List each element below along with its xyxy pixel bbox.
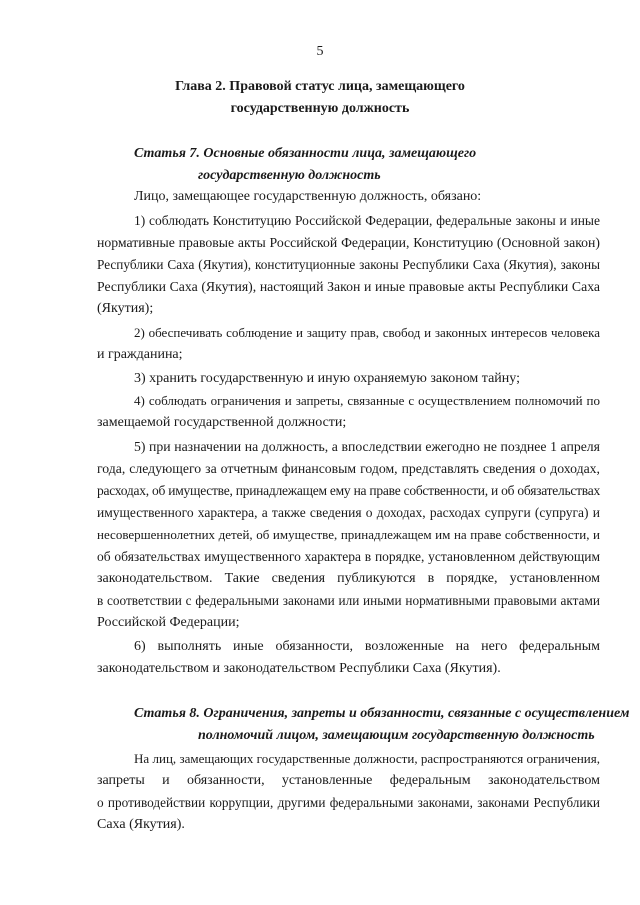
article-7-item-3: 3) хранить государственную и иную охраняемую законом тайну;	[134, 371, 520, 386]
page-number: 5	[316, 44, 324, 59]
article-8-title-line-2: полномочий лицом, замещающим государственную должность	[198, 728, 595, 743]
article-8-line-4: Саха (Якутия).	[97, 817, 185, 832]
article-7-item-1-line-4: Республики Саха (Якутия), настоящий Закон и иные правовые акты Республики Саха	[97, 279, 600, 294]
article-7-item-4-line-2: замещаемой государственной должности;	[97, 415, 347, 430]
article-7-item-5-line-8: в соответствии с федеральными законами или иными нормативными правовыми актами	[97, 593, 600, 608]
article-7-item-1-line-1: 1) соблюдать Конституцию Российской Федерации, федеральные законы и иные	[134, 213, 600, 228]
article-7-title-line-1: Статья 7. Основные обязанности лица, замещающего	[134, 146, 477, 161]
article-7-item-6-line-2: законодательством и законодательством Республики Саха (Якутия).	[97, 661, 501, 676]
article-7-item-1-line-5: (Якутия);	[97, 301, 154, 316]
article-7-item-5-line-3: расходах, об имуществе, принадлежащем ему на праве собственности, и об обязательствах	[97, 483, 600, 498]
article-8-title-line-1: Статья 8. Ограничения, запреты и обязанности, связанные с осуществлением	[134, 706, 630, 721]
article-8-line-1: На лиц, замещающих государственные должности, распространяются ограничения,	[134, 751, 600, 766]
article-7-item-5-line-9: Российской Федерации;	[97, 615, 240, 630]
chapter-title-line-1: Глава 2. Правовой статус лица, замещающего	[175, 79, 465, 94]
article-8-line-3: о противодействии коррупции, другими федеральными законами, законами Республики	[97, 795, 600, 810]
article-7-intro: Лицо, замещающее государственную должность, обязано:	[134, 189, 482, 204]
article-8-line-2: запреты и обязанности, установленные федеральным законодательством	[97, 773, 600, 788]
article-7-item-4-line-1: 4) соблюдать ограничения и запреты, связанные с осуществлением полномочий по	[134, 393, 600, 408]
article-7-item-6-line-1: 6) выполнять иные обязанности, возложенные на него федеральным	[134, 639, 600, 654]
article-7-item-2-line-1: 2) обеспечивать соблюдение и защиту прав, свобод и законных интересов человека	[134, 325, 600, 340]
article-7-item-5-line-2: года, следующего за отчетным финансовым годом, представлять сведения о доходах,	[97, 461, 600, 476]
article-7-item-5-line-1: 5) при назначении на должность, а впоследствии ежегодно не позднее 1 апреля	[134, 439, 600, 454]
article-7-item-5-line-6: об обязательствах имущественного характера в порядке, установленном действующим	[97, 549, 600, 564]
article-7-title-line-2: государственную должность	[198, 168, 381, 183]
article-7-item-1-line-3: Республики Саха (Якутия), конституционные законы Республики Саха (Якутия), законы	[97, 257, 600, 272]
article-7-item-5-line-4: имущественного характера, а также сведения о доходах, расходах супруги (супруга) и	[97, 505, 600, 520]
article-7-item-5-line-5: несовершеннолетних детей, об имуществе, принадлежащем им на праве собственности, и	[97, 527, 600, 542]
article-7-item-2-line-2: и гражданина;	[97, 347, 183, 362]
chapter-title-line-2: государственную должность	[230, 101, 410, 116]
article-7-item-5-line-7: законодательством. Такие сведения публикуются в порядке, установленном	[97, 571, 600, 586]
article-7-item-1-line-2: нормативные правовые акты Российской Федерации, Конституцию (Основной закон)	[97, 235, 600, 250]
